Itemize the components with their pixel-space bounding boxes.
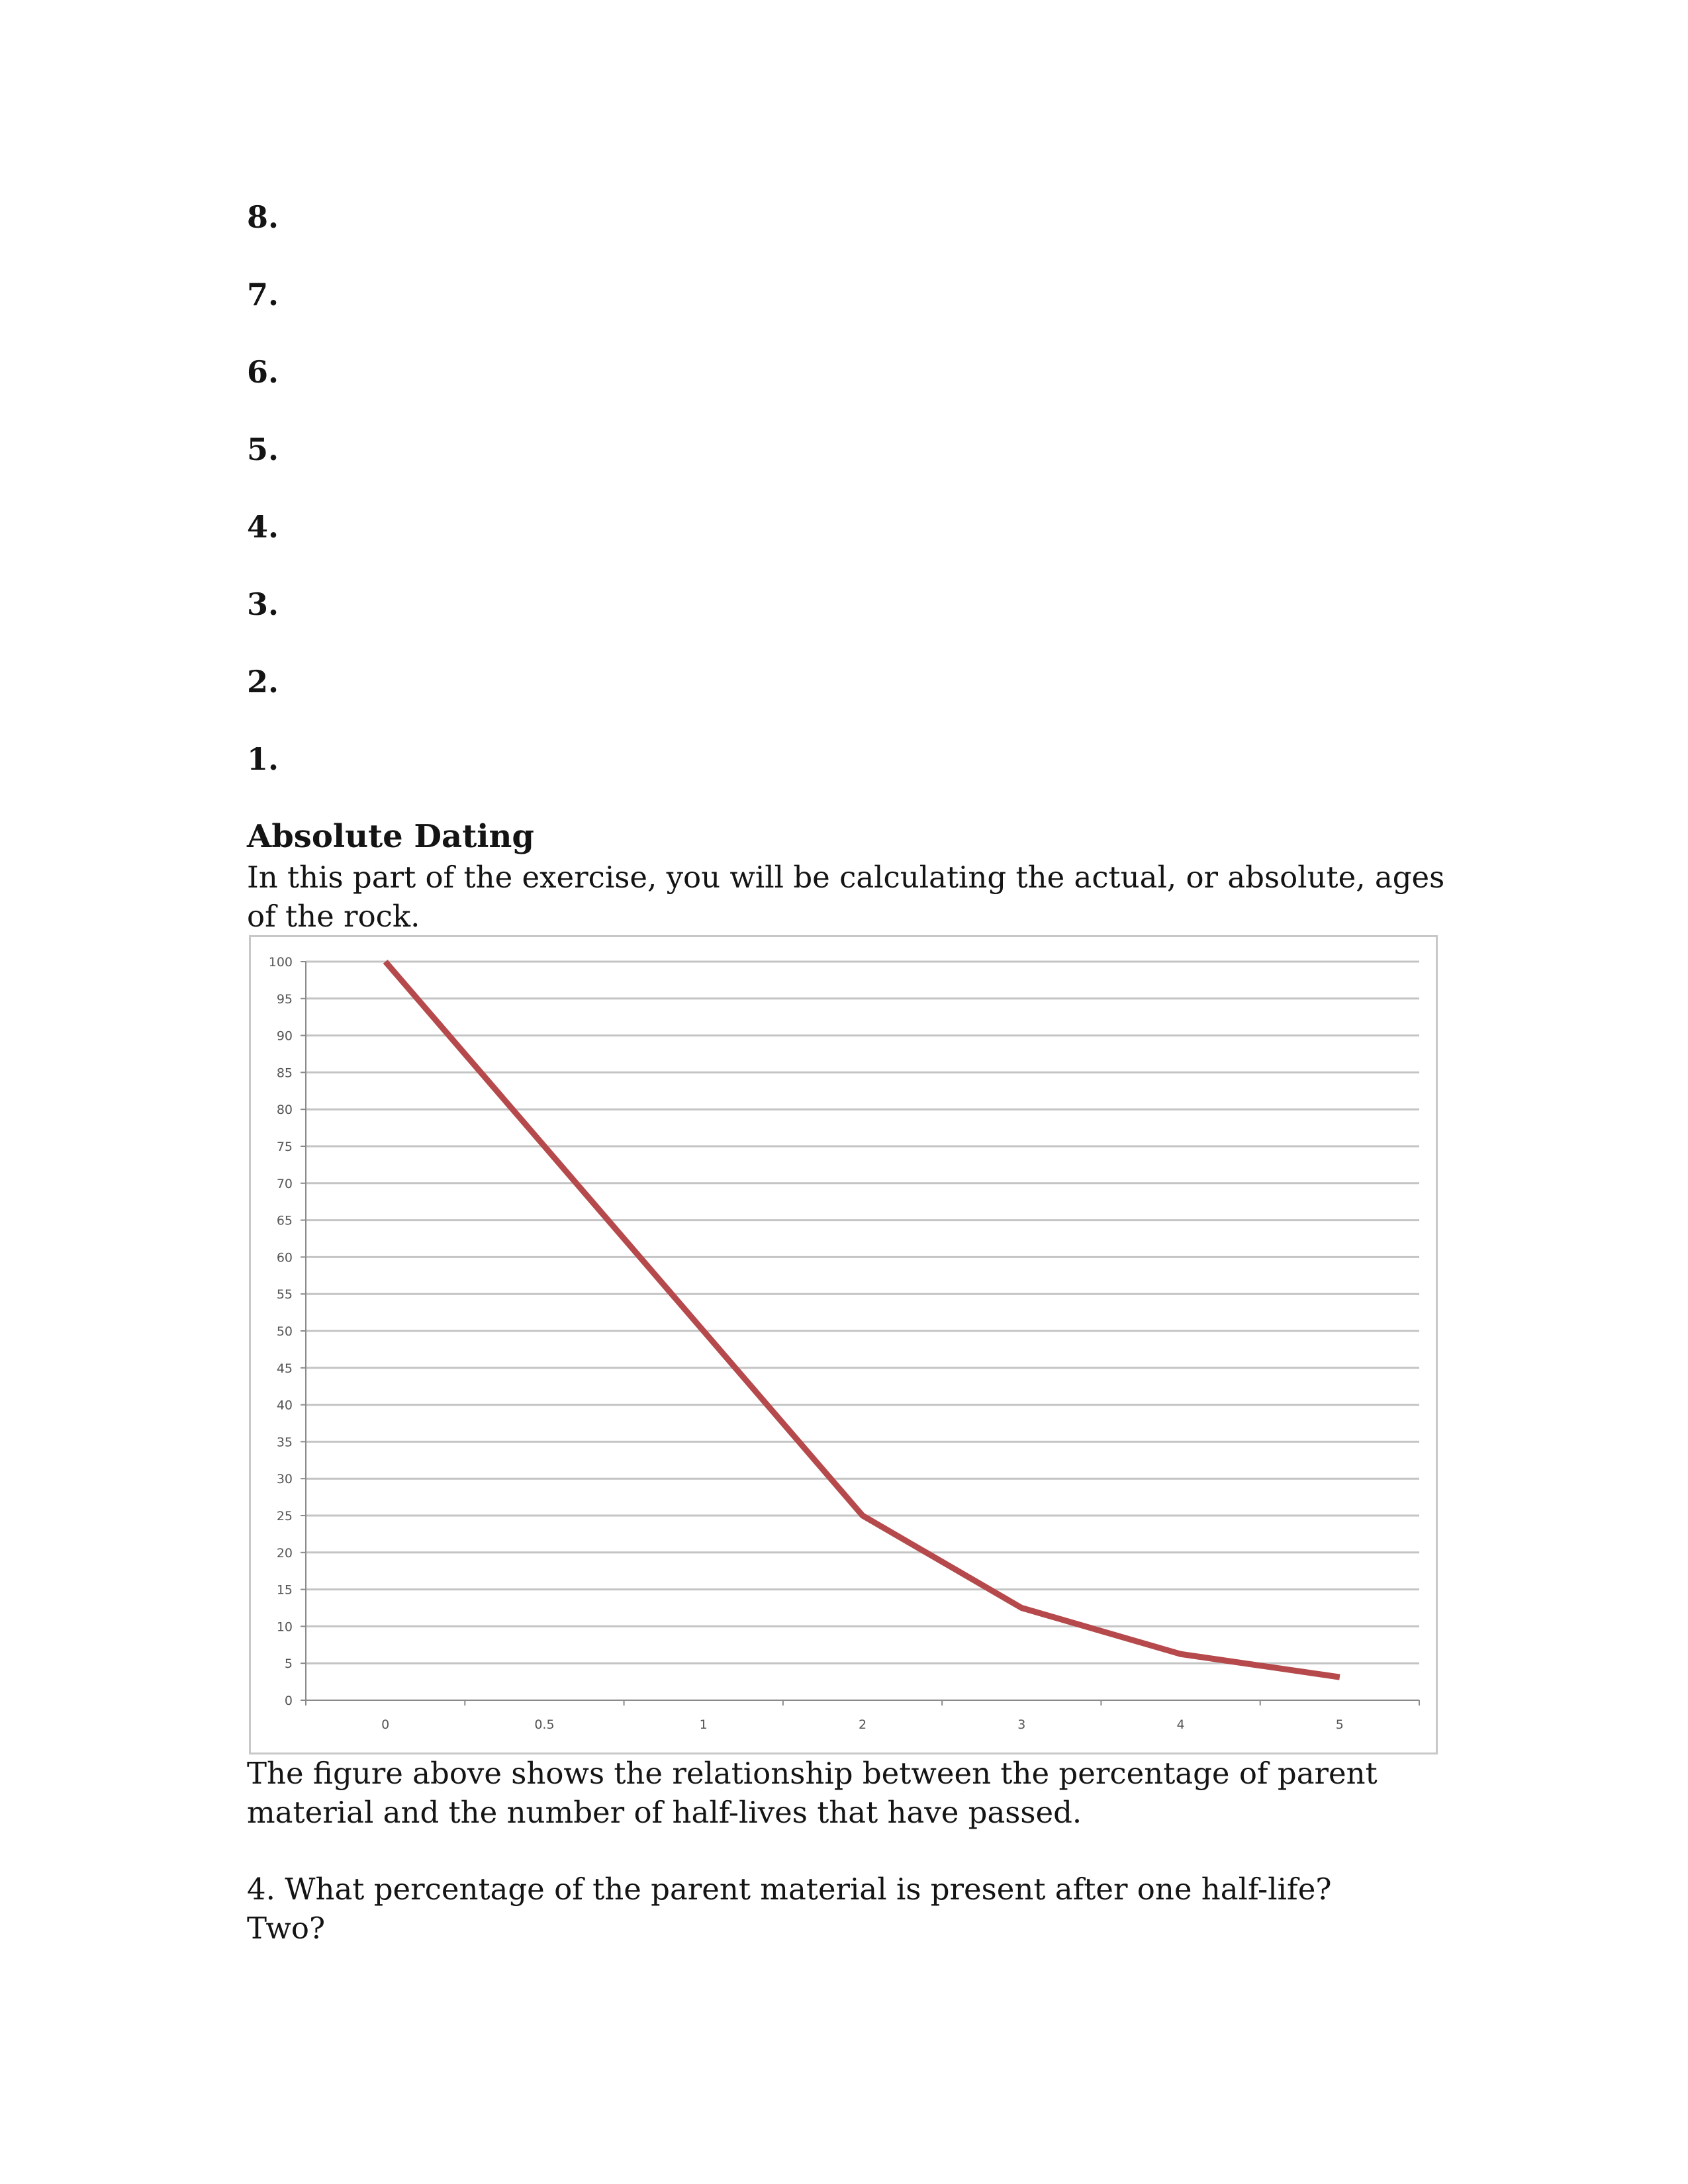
figure-caption: The figure above shows the relationship between the percentage of parent material and the number of half-lives that have passed. <box>247 1756 1378 1830</box>
question-line-2: Two? <box>247 1911 326 1946</box>
y-tick-label: 95 <box>276 991 293 1007</box>
x-tick-label: 2 <box>858 1717 867 1732</box>
y-tick-label: 70 <box>276 1176 293 1191</box>
y-tick-label: 0 <box>284 1694 293 1708</box>
y-tick-label: 5 <box>284 1657 293 1672</box>
y-tick-label: 25 <box>276 1509 293 1524</box>
y-tick-label: 45 <box>276 1361 293 1376</box>
x-tick-label: 1 <box>699 1717 708 1732</box>
x-tick-label: 4 <box>1176 1717 1185 1732</box>
list-number: 5. <box>247 432 279 467</box>
section-heading: Absolute Dating <box>247 818 534 855</box>
list-number: 4. <box>247 509 279 545</box>
y-tick-label: 10 <box>276 1619 293 1635</box>
y-tick-label: 50 <box>276 1324 293 1339</box>
list-number: 7. <box>247 277 279 312</box>
y-tick-label: 80 <box>276 1103 293 1118</box>
question-line-1: 4. What percentage of the parent material is present after one half-life? <box>247 1872 1332 1907</box>
list-number: 3. <box>247 586 279 622</box>
half-life-chart <box>249 935 1438 1754</box>
y-tick-label: 65 <box>276 1213 293 1228</box>
section-intro: In this part of the exercise, you will be calculating the actual, or absolute, ages of the rock. <box>247 860 1445 934</box>
list-number: 6. <box>247 354 279 390</box>
x-tick-label: 5 <box>1335 1717 1344 1732</box>
list-number: 2. <box>247 664 279 700</box>
series-line <box>385 962 1340 1677</box>
y-tick-label: 60 <box>276 1250 293 1265</box>
y-tick-label: 20 <box>276 1545 293 1561</box>
y-tick-label: 55 <box>276 1287 293 1302</box>
y-tick-label: 75 <box>276 1140 293 1154</box>
y-tick-label: 90 <box>276 1028 293 1044</box>
x-tick-label: 0.5 <box>534 1717 555 1732</box>
chart-canvas <box>251 937 1436 1752</box>
x-tick-label: 0 <box>381 1717 390 1732</box>
y-tick-label: 15 <box>276 1582 293 1598</box>
y-tick-label: 40 <box>276 1398 293 1413</box>
y-tick-label: 100 <box>268 955 293 970</box>
list-number: 1. <box>247 741 279 777</box>
list-number: 8. <box>247 199 279 235</box>
chart-series <box>385 962 1340 1677</box>
x-tick-label: 3 <box>1017 1717 1026 1732</box>
y-tick-label: 30 <box>276 1472 293 1487</box>
y-tick-label: 85 <box>276 1066 293 1081</box>
y-tick-label: 35 <box>276 1435 293 1450</box>
